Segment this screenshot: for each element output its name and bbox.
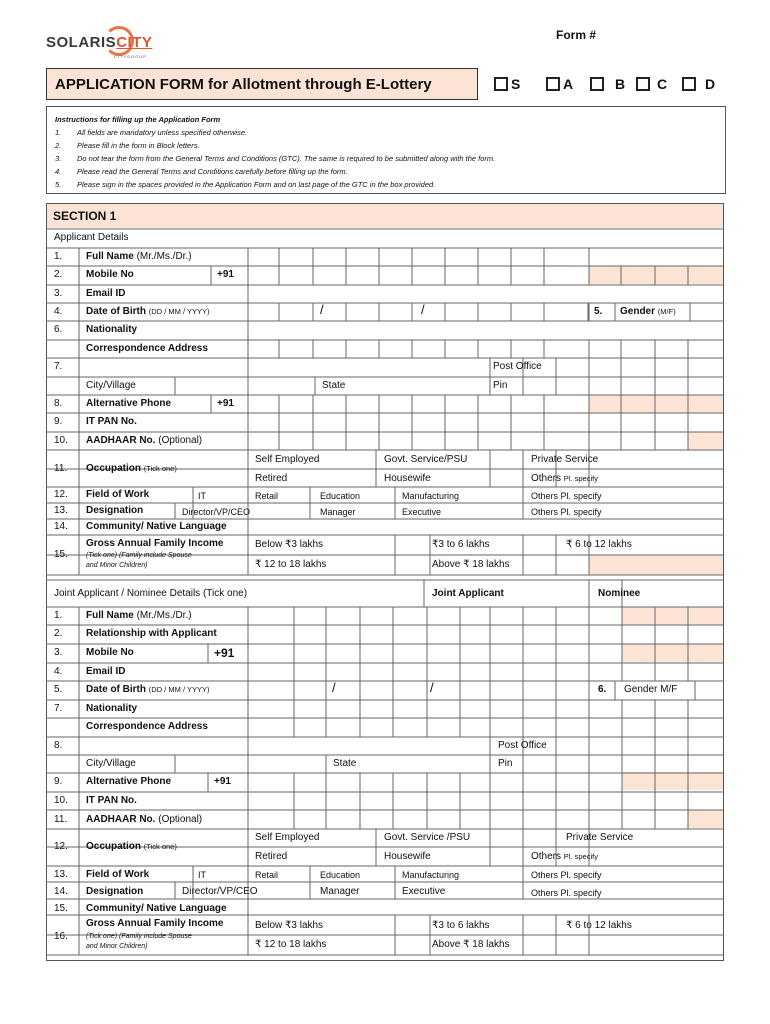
designation-label: Designation xyxy=(86,505,144,516)
aadhaar-label: AADHAAR No. (Optional) xyxy=(86,435,203,446)
instruction-item: 3. Do not tear the form from the General Terms and Conditions (GTC). The same is required to be submitted along with the form. xyxy=(55,154,496,163)
logo: SOLARISCITY CITYGROUP xyxy=(46,24,156,60)
post-office-label: Post Office xyxy=(493,361,542,372)
relationship-label: Relationship with Applicant xyxy=(86,628,217,639)
email-label: Email ID xyxy=(86,288,126,299)
pan-label: IT PAN No. xyxy=(86,416,137,427)
option-s[interactable]: S xyxy=(494,76,520,92)
option-d[interactable]: D xyxy=(682,76,715,92)
state-label: State xyxy=(322,380,346,391)
dob-label: Date of Birth (DD / MM / YYYY) xyxy=(86,306,210,317)
instruction-item: 4. Please read the General Terms and Conditions carefully before filling up the form. xyxy=(55,167,348,176)
occupation-label: Occupation (Tick one) xyxy=(86,463,177,474)
instruction-item: 2. Please fill in the form in Block letters. xyxy=(55,141,200,150)
mobile-label: Mobile No xyxy=(86,269,134,280)
occ-housewife[interactable]: Housewife xyxy=(384,473,431,484)
instruction-item: 5. Please sign in the spaces provided in the Application Form and on last page of the GTC in the box provided. xyxy=(55,180,436,189)
pin-label: Pin xyxy=(493,380,508,391)
option-a[interactable]: A xyxy=(546,76,573,92)
applicant-heading: Applicant Details xyxy=(54,232,129,243)
page-title: APPLICATION FORM for Allotment through E-Lottery xyxy=(46,68,478,100)
alt-phone-label: Alternative Phone xyxy=(86,398,172,409)
occ-others[interactable]: Others Pl. specify xyxy=(531,473,598,484)
joint-applicant-option[interactable]: Joint Applicant xyxy=(432,588,504,599)
city-label: City/Village xyxy=(86,380,136,391)
option-b[interactable]: B xyxy=(590,76,625,92)
corr-address-label: Correspondence Address xyxy=(86,343,208,354)
occ-private[interactable]: Private Service xyxy=(531,454,599,465)
full-name-label: Full Name (Mr./Ms./Dr.) xyxy=(86,251,192,262)
occ-self[interactable]: Self Employed xyxy=(255,454,320,465)
section-title: SECTION 1 xyxy=(47,204,723,228)
mobile-code: +91 xyxy=(217,269,234,280)
occ-govt[interactable]: Govt. Service/PSU xyxy=(384,454,468,465)
logo-sub: CITYGROUP xyxy=(114,54,147,59)
occ-retired[interactable]: Retired xyxy=(255,473,288,484)
instructions-heading: Instructions for filling up the Application Form xyxy=(55,115,221,124)
option-c[interactable]: C xyxy=(636,76,667,92)
income-label: Gross Annual Family Income xyxy=(86,538,224,549)
joint-heading: Joint Applicant / Nominee Details (Tick one) xyxy=(54,588,248,599)
form-number-label: Form # xyxy=(556,28,597,42)
instruction-item: 1. All fields are mandatory unless specified otherwise. xyxy=(55,128,248,137)
field-of-work-label: Field of Work xyxy=(86,489,150,500)
nominee-option[interactable]: Nominee xyxy=(598,588,641,599)
gender-label: Gender (M/F) xyxy=(620,306,676,317)
nationality-label: Nationality xyxy=(86,324,138,335)
community-label: Community/ Native Language xyxy=(86,521,227,532)
